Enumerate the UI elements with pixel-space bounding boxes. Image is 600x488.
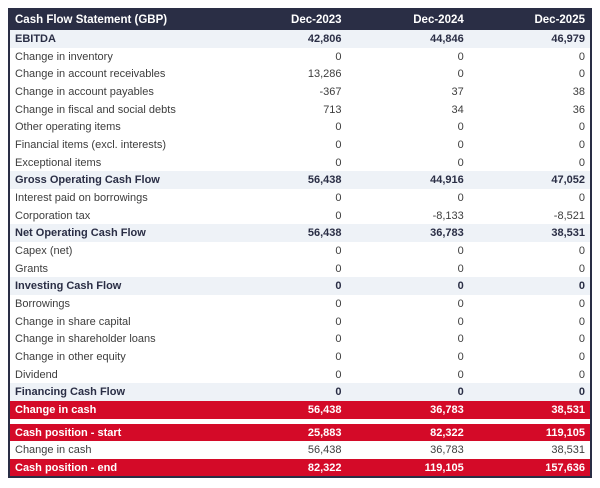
row-value: 56,438 bbox=[307, 403, 342, 416]
row-value: 56,438 bbox=[307, 174, 342, 187]
row-value: 0 bbox=[335, 209, 342, 222]
row-value: 0 bbox=[457, 262, 464, 275]
row-value: 0 bbox=[335, 368, 342, 381]
row-label: Exceptional items bbox=[15, 156, 102, 169]
row-label: Change in account receivables bbox=[15, 68, 166, 81]
row-value: 36,783 bbox=[430, 403, 464, 416]
row-value: 44,846 bbox=[430, 32, 464, 45]
row-value: 0 bbox=[335, 262, 342, 275]
row-label: Gross Operating Cash Flow bbox=[15, 174, 160, 187]
row-value: 38,531 bbox=[551, 227, 585, 240]
row-value: 25,883 bbox=[307, 426, 342, 439]
table-row bbox=[9, 313, 591, 331]
table-row bbox=[9, 459, 591, 477]
cash-flow-statement-table bbox=[8, 8, 592, 478]
row-value: 157,636 bbox=[545, 461, 585, 474]
row-label: Dividend bbox=[15, 368, 58, 381]
row-value: 0 bbox=[578, 315, 585, 328]
row-value: 36,783 bbox=[430, 227, 464, 240]
table-row bbox=[9, 242, 591, 260]
row-label: Change in inventory bbox=[15, 50, 113, 63]
row-value: 42,806 bbox=[307, 32, 342, 45]
row-value: 0 bbox=[335, 386, 342, 399]
table-row bbox=[9, 136, 591, 154]
row-value: 0 bbox=[457, 315, 464, 328]
row-value: 56,438 bbox=[307, 227, 342, 240]
row-value: -8,133 bbox=[432, 209, 464, 222]
table-row bbox=[9, 154, 591, 172]
row-value: 82,322 bbox=[307, 461, 342, 474]
row-value: -367 bbox=[319, 85, 342, 98]
row-label: Change in shareholder loans bbox=[15, 333, 156, 346]
row-value: 34 bbox=[451, 103, 464, 116]
table-row bbox=[9, 30, 591, 48]
row-label: Financing Cash Flow bbox=[15, 386, 126, 399]
row-value: 0 bbox=[457, 138, 464, 151]
row-value: 0 bbox=[335, 121, 342, 134]
table-row bbox=[9, 189, 591, 207]
row-label: EBITDA bbox=[15, 32, 56, 45]
row-value: 0 bbox=[457, 386, 464, 399]
row-label: Change in other equity bbox=[15, 350, 126, 363]
row-value: 0 bbox=[578, 333, 585, 346]
row-value: 0 bbox=[578, 350, 585, 363]
table-header bbox=[9, 9, 591, 30]
row-label: Borrowings bbox=[15, 297, 71, 310]
row-value: 0 bbox=[578, 138, 585, 151]
row-value: 0 bbox=[335, 191, 342, 204]
table-title: Cash Flow Statement (GBP) bbox=[15, 14, 168, 26]
column-header-dec-2024: Dec-2024 bbox=[413, 14, 464, 26]
row-label: Cash position - end bbox=[15, 461, 118, 474]
row-value: 0 bbox=[335, 50, 342, 63]
row-value: 38,531 bbox=[551, 403, 585, 416]
row-value: 82,322 bbox=[430, 426, 464, 439]
row-value: 0 bbox=[335, 297, 342, 310]
row-value: 0 bbox=[578, 297, 585, 310]
row-value: 0 bbox=[578, 156, 585, 169]
row-label: Change in account payables bbox=[15, 85, 154, 98]
row-value: 38,531 bbox=[551, 444, 585, 457]
row-label: Change in fiscal and social debts bbox=[15, 103, 176, 116]
row-value: 0 bbox=[335, 315, 342, 328]
table-row bbox=[9, 207, 591, 225]
row-value: 44,916 bbox=[430, 174, 464, 187]
column-header-dec-2023: Dec-2023 bbox=[291, 14, 342, 26]
table-row bbox=[9, 424, 591, 442]
row-value: 0 bbox=[457, 333, 464, 346]
row-value: 46,979 bbox=[551, 32, 585, 45]
row-value: 0 bbox=[335, 244, 342, 257]
row-value: 0 bbox=[457, 368, 464, 381]
table-row bbox=[9, 171, 591, 189]
row-value: 0 bbox=[578, 280, 585, 293]
table-row bbox=[9, 48, 591, 66]
table-row bbox=[9, 65, 591, 83]
row-value: 0 bbox=[457, 297, 464, 310]
row-value: 56,438 bbox=[307, 444, 342, 457]
row-value: 36 bbox=[572, 103, 585, 116]
row-value: 0 bbox=[335, 333, 342, 346]
row-value: 0 bbox=[457, 68, 464, 81]
row-label: Change in share capital bbox=[15, 315, 131, 328]
row-value: 0 bbox=[457, 121, 464, 134]
row-value: 0 bbox=[335, 156, 342, 169]
row-value: 0 bbox=[335, 350, 342, 363]
table-row bbox=[9, 295, 591, 313]
row-value: 0 bbox=[578, 244, 585, 257]
row-value: 0 bbox=[578, 68, 585, 81]
row-label: Interest paid on borrowings bbox=[15, 191, 148, 204]
table-row bbox=[9, 330, 591, 348]
row-label: Grants bbox=[15, 262, 49, 275]
row-value: 0 bbox=[578, 368, 585, 381]
row-value: 13,286 bbox=[307, 68, 342, 81]
row-label: Financial items (excl. interests) bbox=[15, 138, 166, 151]
table-row bbox=[9, 366, 591, 384]
row-value: 37 bbox=[451, 85, 464, 98]
table-row bbox=[9, 348, 591, 366]
table-row bbox=[9, 260, 591, 278]
row-value: 0 bbox=[457, 244, 464, 257]
row-label: Cash position - start bbox=[15, 426, 122, 439]
row-value: 0 bbox=[457, 156, 464, 169]
row-value: 0 bbox=[457, 350, 464, 363]
row-value: 0 bbox=[457, 50, 464, 63]
row-value: 0 bbox=[335, 280, 342, 293]
table-row bbox=[9, 83, 591, 101]
row-label: Corporation tax bbox=[15, 209, 91, 222]
row-value: 713 bbox=[323, 103, 342, 116]
row-label: Change in cash bbox=[15, 403, 97, 416]
header-row bbox=[9, 9, 591, 30]
row-value: 0 bbox=[457, 280, 464, 293]
row-value: 0 bbox=[578, 121, 585, 134]
row-value: 0 bbox=[578, 191, 585, 204]
table-row bbox=[9, 383, 591, 401]
row-label: Capex (net) bbox=[15, 244, 73, 257]
row-value: 38 bbox=[572, 85, 585, 98]
table-row bbox=[9, 224, 591, 242]
row-label: Net Operating Cash Flow bbox=[15, 227, 146, 240]
row-value: 0 bbox=[578, 262, 585, 275]
row-value: 0 bbox=[335, 138, 342, 151]
row-value: 0 bbox=[578, 50, 585, 63]
table-body bbox=[9, 30, 591, 477]
table-row bbox=[9, 101, 591, 119]
row-value: 0 bbox=[578, 386, 585, 399]
row-label: Investing Cash Flow bbox=[15, 280, 122, 293]
row-value: 119,105 bbox=[424, 461, 464, 474]
table-row bbox=[9, 401, 591, 419]
row-value: 36,783 bbox=[430, 444, 464, 457]
row-value: 0 bbox=[457, 191, 464, 204]
column-header-dec-2025: Dec-2025 bbox=[534, 14, 585, 26]
row-value: -8,521 bbox=[553, 209, 585, 222]
table-row bbox=[9, 277, 591, 295]
row-value: 47,052 bbox=[551, 174, 585, 187]
row-label: Change in cash bbox=[15, 444, 92, 457]
row-value: 119,105 bbox=[545, 426, 585, 439]
table-row bbox=[9, 118, 591, 136]
table-row bbox=[9, 441, 591, 459]
row-label: Other operating items bbox=[15, 121, 121, 134]
